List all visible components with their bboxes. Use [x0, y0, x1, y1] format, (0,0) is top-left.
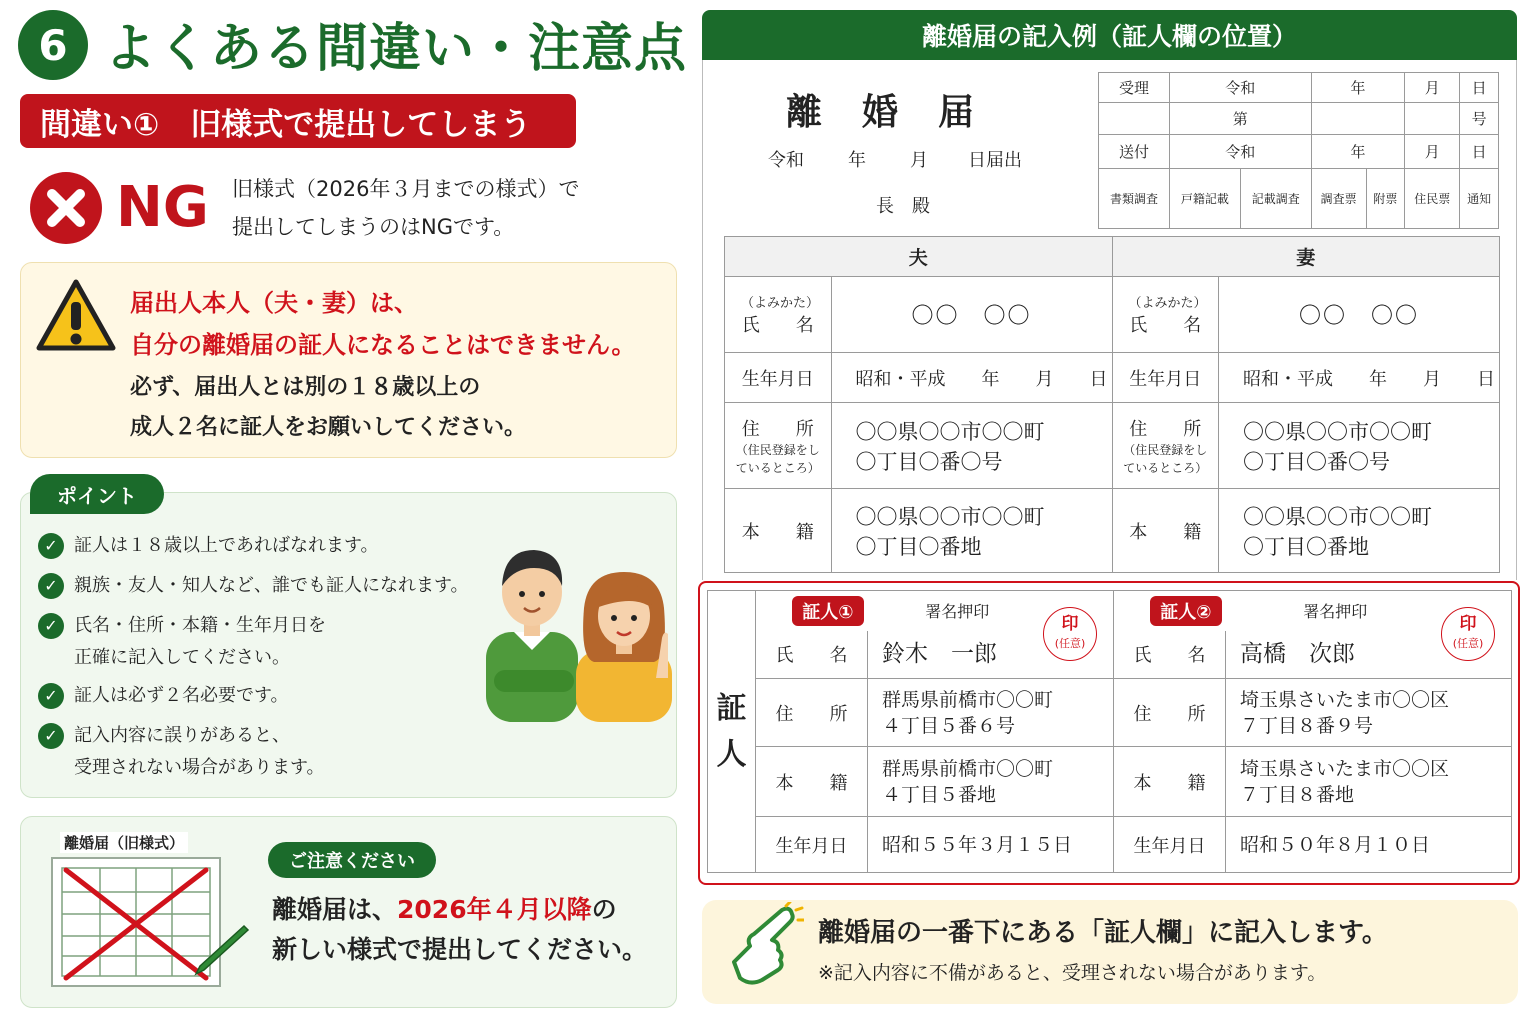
recv-check: 住民票 — [1405, 169, 1460, 229]
address-line: 〇〇県〇〇市〇〇町 — [855, 419, 1045, 444]
witness2-birth: 昭和５０年８月１０日 — [1226, 817, 1512, 873]
check-icon: ✓ — [38, 573, 64, 599]
caution-tab: ご注意ください — [268, 842, 436, 878]
recv-check: 調査票 — [1311, 169, 1366, 229]
recv-cell: 送付 — [1099, 135, 1170, 169]
recv-cell: 年 — [1311, 73, 1405, 103]
warning-red-text — [130, 282, 635, 366]
witness-birth-label: 生年月日 — [1114, 817, 1226, 873]
witness-side-char: 人 — [716, 736, 747, 772]
warning-black-line: 必ず、届出人とは別の１８歳以上の — [130, 375, 481, 400]
wife-birth: 昭和・平成 年 月 日 — [1219, 353, 1500, 403]
address-note: （住民登録をしているところ） — [735, 442, 820, 475]
husband-honseki — [831, 489, 1112, 573]
caution-text-a: 離婚届は、 — [272, 895, 398, 924]
honseki-line: 〇〇県〇〇市〇〇町 — [855, 504, 1045, 529]
w1-address-line: 群馬県前橋市〇〇町 — [882, 688, 1054, 711]
recv-cell: 日 — [1460, 135, 1499, 169]
witness1-badge: 証人① — [792, 596, 863, 626]
form-date-line — [768, 146, 1022, 172]
check-icon: ✓ — [38, 613, 64, 639]
people-illustration — [484, 538, 674, 726]
witness2-name — [1226, 613, 1512, 679]
mistake-banner: 間違い① 旧様式で提出してしまう — [20, 94, 576, 148]
husband-address — [831, 403, 1112, 489]
witness-side-char: 証 — [716, 690, 747, 726]
w2-address-line: ７丁目８番９号 — [1240, 714, 1374, 737]
warning-icon — [36, 278, 116, 358]
warning-black-text — [130, 368, 526, 448]
point-text: 受理されない場合があります。 — [74, 757, 325, 778]
address-line: 〇〇県〇〇市〇〇町 — [1243, 419, 1432, 444]
recv-cell: 第 — [1169, 103, 1311, 135]
points-tab: ポイント — [30, 474, 164, 514]
witness2-address — [1226, 679, 1512, 747]
witness-birth-label: 生年月日 — [756, 817, 868, 873]
witness-honseki-label: 本 籍 — [756, 747, 868, 817]
witness-side-label — [708, 591, 756, 873]
spouse-table — [724, 236, 1500, 573]
note-sub-text: ※記入内容に不備があると、受理されない場合があります。 — [818, 962, 1327, 984]
recv-cell: 令和 — [1169, 135, 1311, 169]
seal-char: 印 — [1061, 613, 1079, 634]
yomikata-label: （よみかた） — [741, 296, 820, 311]
witness1-address — [868, 679, 1114, 747]
honseki-label: 本 籍 — [1112, 489, 1219, 573]
recv-cell: 月 — [1405, 135, 1460, 169]
recv-cell: 月 — [1405, 73, 1460, 103]
recv-check: 記載調査 — [1240, 169, 1311, 229]
wife-name: 〇〇 〇〇 — [1219, 277, 1500, 353]
warning-black-line: 成人２名に証人をお願いしてください。 — [130, 415, 527, 440]
seal-note: (任意) — [1452, 636, 1484, 650]
form-chief: 長 殿 — [876, 196, 930, 217]
section-number: 6 — [18, 10, 88, 80]
address-note: （住民登録をしているところ） — [1123, 442, 1208, 475]
witness-name-label: 氏 名 — [1114, 631, 1226, 679]
recv-check: 戸籍記載 — [1169, 169, 1240, 229]
ng-x-icon — [30, 172, 102, 244]
seal-note: (任意) — [1054, 636, 1086, 650]
point-text: 正確に記入してください。 — [74, 647, 290, 668]
old-form-crossed-icon — [50, 856, 250, 996]
birth-label: 生年月日 — [1112, 353, 1219, 403]
husband-header: 夫 — [725, 237, 1113, 277]
w1-address-line: ４丁目５番６号 — [882, 714, 1016, 737]
witness2-seal — [1441, 607, 1495, 661]
witness1-name-text: 鈴木 一郎 — [882, 641, 997, 668]
point-item — [38, 530, 379, 562]
name-label-text: 氏 名 — [1129, 315, 1202, 336]
wife-address — [1219, 403, 1500, 489]
caution-line — [272, 890, 647, 930]
point-item — [38, 610, 326, 674]
witness1-honseki — [868, 747, 1114, 817]
husband-birth: 昭和・平成 年 月 日 — [831, 353, 1112, 403]
wife-header: 妻 — [1112, 237, 1500, 277]
note-main-text: 離婚届の一番下にある「証人欄」に記入します。 — [818, 918, 1388, 948]
w1-honseki-line: 群馬県前橋市〇〇町 — [882, 757, 1054, 780]
witness2-name-text: 高橋 次郎 — [1240, 641, 1355, 668]
recv-check: 附票 — [1366, 169, 1405, 229]
point-text: 氏名・住所・本籍・生年月日を — [74, 615, 326, 636]
witness-table — [707, 590, 1512, 873]
w2-honseki-line: 埼玉県さいたま市〇〇区 — [1240, 757, 1450, 780]
recv-cell: 令和 — [1169, 73, 1311, 103]
name-label-text: 氏 名 — [741, 315, 814, 336]
warning-red-line: 自分の離婚届の証人になることはできません。 — [130, 331, 636, 359]
witness-name-label: 氏 名 — [756, 631, 868, 679]
point-item — [38, 720, 325, 784]
recv-cell: 号 — [1460, 103, 1499, 135]
witness2-badge: 証人② — [1150, 596, 1221, 626]
check-icon: ✓ — [38, 533, 64, 559]
witness1-name — [868, 613, 1114, 679]
recv-cell: 受理 — [1099, 73, 1170, 103]
name-label — [1112, 277, 1219, 353]
honseki-line: 〇丁目〇番地 — [1243, 534, 1369, 559]
honseki-line: 〇丁目〇番地 — [855, 534, 982, 559]
point-text: 証人は必ず２名必要です。 — [74, 685, 289, 706]
point-text: 親族・友人・知人など、誰でも証人になれます。 — [74, 575, 469, 596]
witness2-honseki — [1226, 747, 1512, 817]
pointing-hand-icon — [724, 902, 804, 990]
address-label — [725, 403, 832, 489]
witness1-sign-label: 署名押印 — [868, 591, 1114, 631]
birth-label: 生年月日 — [725, 353, 832, 403]
address-label-text: 住 所 — [741, 418, 814, 440]
date-year: 年 — [848, 150, 866, 171]
honseki-line: 〇〇県〇〇市〇〇町 — [1243, 504, 1432, 529]
husband-name: 〇〇 〇〇 — [831, 277, 1112, 353]
w1-honseki-line: ４丁目５番地 — [882, 783, 997, 806]
recv-check: 書類調査 — [1099, 169, 1170, 229]
seal-char: 印 — [1459, 613, 1477, 634]
ng-label: NG — [116, 175, 209, 240]
w2-honseki-line: ７丁目８番地 — [1240, 783, 1355, 806]
ng-desc-line: 提出してしまうのはNGです。 — [232, 215, 515, 239]
point-item — [38, 570, 469, 602]
point-text: 証人は１８歳以上であればなれます。 — [74, 535, 379, 556]
recv-cell: 年 — [1311, 135, 1405, 169]
check-icon: ✓ — [38, 683, 64, 709]
recv-cell: 日 — [1460, 73, 1499, 103]
witness-honseki-label: 本 籍 — [1114, 747, 1226, 817]
address-line: 〇丁目〇番〇号 — [1243, 449, 1390, 474]
recv-check: 通知 — [1460, 169, 1499, 229]
witness-address-label: 住 所 — [1114, 679, 1226, 747]
caution-date-highlight: 2026年４月以降 — [397, 895, 592, 924]
caution-text-b: の — [591, 895, 617, 924]
date-month: 月 — [910, 150, 928, 171]
address-line: 〇丁目〇番〇号 — [855, 449, 1003, 474]
witness1-seal — [1043, 607, 1097, 661]
address-label — [1112, 403, 1219, 489]
point-item — [38, 680, 289, 712]
wife-honseki — [1219, 489, 1500, 573]
w2-address-line: 埼玉県さいたま市〇〇区 — [1240, 688, 1450, 711]
caution-line: 新しい様式で提出してください。 — [272, 935, 648, 964]
name-label — [725, 277, 832, 353]
reception-table — [1098, 72, 1499, 229]
warning-red-line: 届出人本人（夫・妻）は、 — [130, 289, 418, 317]
date-era: 令和 — [768, 150, 804, 171]
form-title: 離婚届 — [786, 92, 1015, 133]
form-example-header: 離婚届の記入例（証人欄の位置） — [702, 10, 1517, 60]
check-icon: ✓ — [38, 723, 64, 749]
witness1-birth: 昭和５５年３月１５日 — [868, 817, 1114, 873]
address-label-text: 住 所 — [1129, 418, 1202, 440]
old-form-label: 離婚届（旧様式） — [60, 832, 188, 853]
point-text: 記入内容に誤りがあると、 — [74, 725, 290, 746]
honseki-label: 本 籍 — [725, 489, 832, 573]
date-day: 日届出 — [968, 150, 1022, 171]
caution-text — [272, 890, 647, 970]
section-title: よくある間違い・注意点 — [104, 19, 688, 79]
witness-address-label: 住 所 — [756, 679, 868, 747]
witness2-sign-label: 署名押印 — [1226, 591, 1512, 631]
ng-description — [232, 170, 579, 246]
yomikata-label: （よみかた） — [1128, 296, 1207, 311]
ng-desc-line: 旧様式（2026年３月までの様式）で — [232, 177, 580, 201]
